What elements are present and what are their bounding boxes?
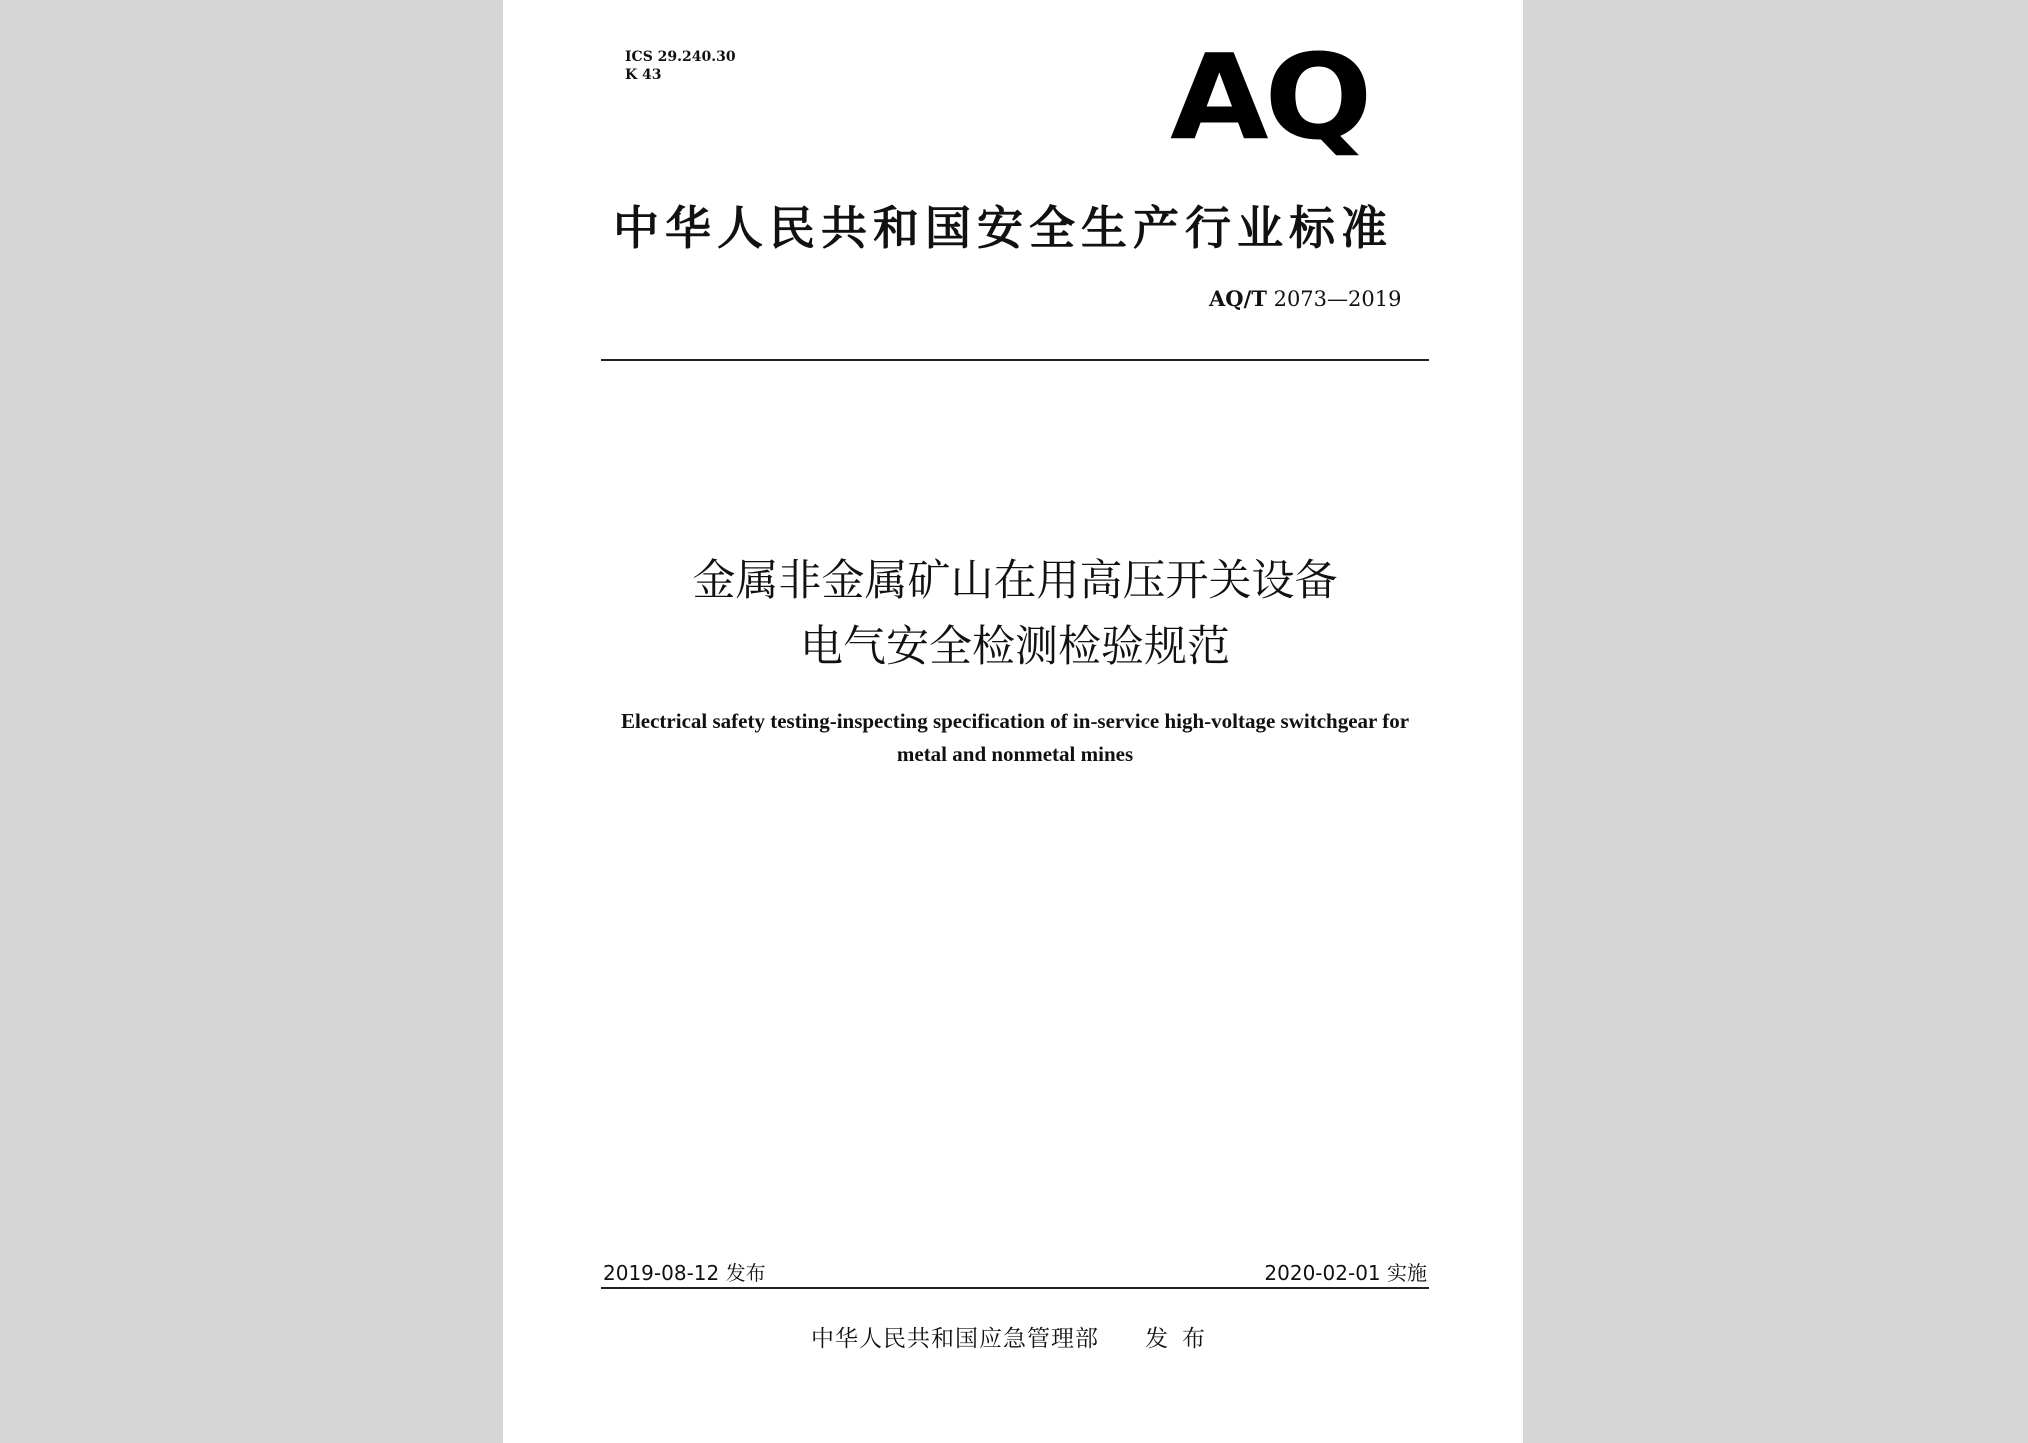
issue-date: 2019-08-12 发布 [603, 1261, 766, 1285]
chinese-title-line-2: 电气安全检测检验规范 [800, 622, 1230, 672]
english-title [593, 705, 1437, 771]
standard-code [1209, 286, 1401, 311]
document-page [503, 0, 1523, 1443]
implementation-date: 2020-02-01 实施 [1264, 1261, 1427, 1285]
standard-code-number: 2073—2019 [1273, 287, 1402, 311]
footer-divider [601, 1287, 1429, 1289]
publish-label: 发布 [1145, 1326, 1219, 1352]
aq-logo: AQ [1170, 28, 1369, 166]
standard-type-title: 中华人民共和国安全生产行业标准 [613, 201, 1393, 255]
publisher-line [601, 1320, 1429, 1353]
english-title-line-2: metal and nonmetal mines [896, 742, 1134, 766]
chinese-title [601, 548, 1429, 680]
english-title-line-1: Electrical safety testing-inspecting specification of in-service high-voltage switchgear for [620, 709, 1410, 733]
ics-code: ICS 29.240.30 [625, 49, 736, 65]
publisher-name: 中华人民共和国应急管理部 [811, 1326, 1099, 1352]
classification-codes [625, 48, 736, 84]
header-divider [601, 359, 1429, 361]
standard-code-prefix: AQ/T [1209, 286, 1267, 311]
chinese-title-line-1: 金属非金属矿山在用高压开关设备 [692, 556, 1338, 606]
ccs-code: K 43 [625, 67, 662, 83]
